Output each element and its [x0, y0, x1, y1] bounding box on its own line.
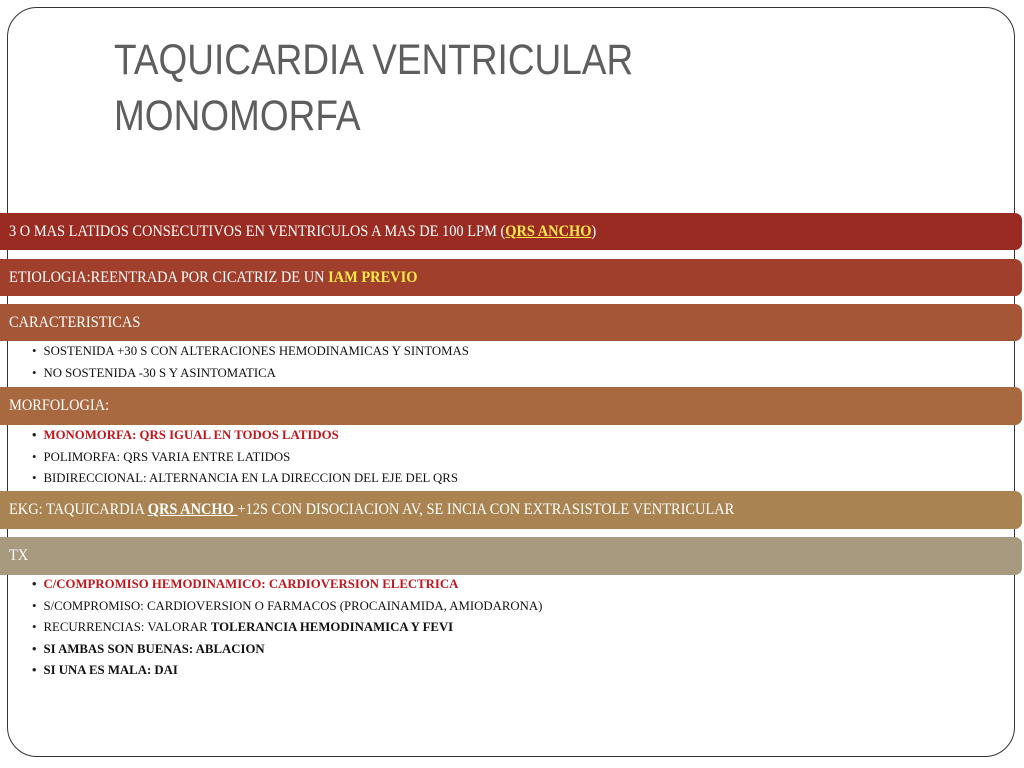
list-item: [32, 617, 542, 639]
title-line-2: MONOMORFA: [114, 92, 361, 140]
definicion-close: ): [591, 222, 597, 240]
definicion-text: 3 O MAS LATIDOS CONSECUTIVOS EN VENTRICULOS A MAS DE 100 LPM (: [9, 222, 506, 240]
bar-tx: [0, 537, 1022, 575]
morfologia-list: [32, 425, 458, 490]
tx-heading: TX: [9, 547, 29, 564]
list-item: • S/COMPROMISO: CARDIOVERSION O FARMACOS (PROCAINAMIDA, AMIODARONA): [32, 596, 542, 618]
list-item: • SI UNA ES MALA: DAI: [32, 660, 542, 682]
list-item: • SI AMBAS SON BUENAS: ABLACION: [32, 639, 542, 661]
iam-previo-highlight: IAM PREVIO: [328, 268, 418, 286]
slide-title: [114, 32, 633, 144]
bar-ekg: [0, 491, 1022, 529]
title-line-1: TAQUICARDIA VENTRICULAR: [114, 36, 634, 84]
list-item: • MONOMORFA: QRS IGUAL EN TODOS LATIDOS: [32, 425, 458, 447]
tx-list: [32, 574, 542, 682]
bar-morfologia: [0, 387, 1022, 425]
list-item: • BIDIRECCIONAL: ALTERNANCIA EN LA DIRECCION DEL EJE DEL QRS: [32, 468, 458, 490]
caracteristicas-heading: CARACTERISTICAS: [9, 313, 141, 331]
tx-item3-bold: TOLERANCIA HEMODINAMICA Y FEVI: [210, 620, 454, 634]
etiologia-text: ETIOLOGIA:REENTRADA POR CICATRIZ DE UN: [9, 268, 329, 286]
tx-item3-text: RECURRENCIAS: VALORAR: [43, 620, 211, 634]
ekg-text-rest: +12S CON DISOCIACION AV, SE INCIA CON EXTRASISTOLE VENTRICULAR: [237, 501, 735, 518]
morfologia-heading: MORFOLOGIA:: [9, 397, 110, 414]
qrs-ancho-underlined: QRS ANCHO: [147, 501, 238, 518]
bar-caracteristicas: [0, 304, 1022, 341]
list-item: • NO SOSTENIDA -30 S Y ASINTOMATICA: [32, 363, 469, 385]
bar-etiologia: [0, 259, 1022, 296]
ekg-text: EKG: TAQUICARDIA: [9, 501, 148, 518]
list-item: • SOSTENIDA +30 S CON ALTERACIONES HEMODINAMICAS Y SINTOMAS: [32, 341, 469, 363]
bar-definicion: [0, 213, 1022, 250]
list-item: • C/COMPROMISO HEMODINAMICO: CARDIOVERSION ELECTRICA: [32, 574, 542, 596]
qrs-ancho-highlight: QRS ANCHO: [505, 222, 592, 240]
list-item: • POLIMORFA: QRS VARIA ENTRE LATIDOS: [32, 447, 458, 469]
caracteristicas-list: [32, 341, 469, 384]
